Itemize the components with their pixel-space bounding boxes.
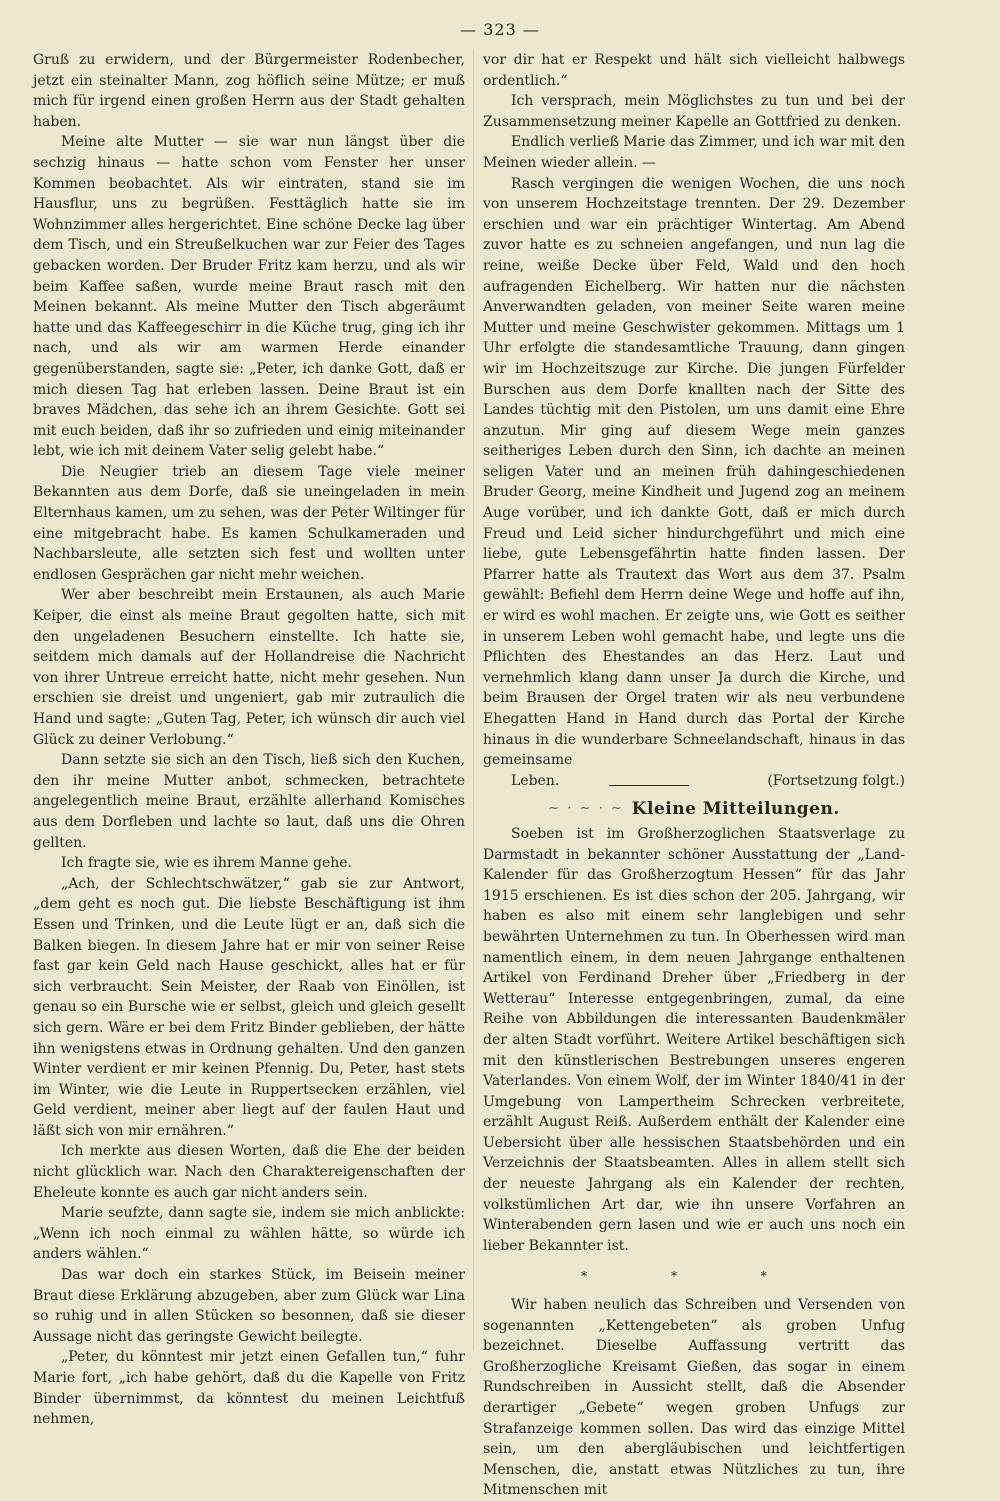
short-rule — [609, 785, 689, 786]
paragraph: Dann setzte sie sich an den Tisch, ließ sich den Kuchen, den ihr meine Mutter anbot, schmecken, betrachtete angelegentlich meine Braut, erzählte allerhand Komisches aus dem Dorfleben und lachte so laut, daß uns die Ohren gellten. — [33, 752, 465, 851]
paragraph: vor dir hat er Respekt und hält sich vielleicht halbwegs ordentlich.“ — [483, 52, 905, 89]
continuation-line — [483, 771, 905, 792]
continuation-note: (Fortsetzung folgt.) — [767, 772, 905, 789]
separator: * * * — [581, 1269, 807, 1284]
paragraph-end: Leben. — [511, 772, 560, 789]
section-heading — [483, 799, 905, 820]
page-number: — 323 — — [460, 20, 540, 39]
paragraph: „Peter, du könntest mir jetzt einen Gefallen tun,“ fuhr Marie fort, „ich habe gehört, daß du die Kapelle von Fritz Binder übernimmst, da könntest du meinen Leichtfuß nehmen, — [33, 1349, 465, 1428]
paragraph: „Ach, der Schlechtschwätzer,“ gab sie zur Antwort, „dem geht es noch gut. Die liebste Beschäftigung ist ihm Essen und Trinken, und die Leute lügt er an, daß sich die Balken biegen. In diesem Jahre hat er mir von seiner Reise fast gar kein Geld nach Hause geschickt, alles hat er für sich verbraucht. Sein Meister, der Raab von Einöllen, ist genau so ein Bursche wie er selbst, gleich und gleich gesellt sich gern. Wäre er bei dem Fritz Binder geblieben, der hätte ihn wenigstens etwas in Ordnung gehalten. Und den ganzen Winter verdient er mir keinen Pfennig. Du, Peter, hast stets im Winter, wie die Leute in Ruppertsecken erzählen, viel Geld verdient, meiner aber liegt auf der faulen Haut und läßt sich von mir ernähren.“ — [33, 875, 465, 1139]
paragraph: Endlich verließ Marie das Zimmer, und ich war mit den Meinen wieder allein. — — [483, 134, 905, 171]
right-column — [483, 50, 905, 1501]
paragraph: Gruß zu erwidern, und der Bürgermeister Rodenbecher, jetzt ein steinalter Mann, zog höflich seine Mütze; er muß mich für irgend einen großen Herrn aus der Stadt gehalten haben. — [33, 52, 465, 130]
paragraph: Soeben ist im Großherzoglichen Staatsverlage zu Darmstadt in bekannter schöner Ausstattung der „Land-Kalender für das Großherzogtum Hessen“ für das Jahr 1915 erschienen. Es ist dies schon der 205. Jahrgang, wir haben es also mit einem sehr langlebigen und sehr bewährten Unternehmen zu tun. In Oberhessen wird man namentlich einem, in dem neuen Jahrgange enthaltenen Artikel von Ferdinand Dreher über „Friedberg in der Wetterau“ Interesse entgegenbringen, zumal, da eine Reihe von Abbildungen die interessanten Baudenkmäler der alten Stadt vorführt. Weitere Artikel beschäftigen sich mit den künstlerischen Bestrebungen unseres engeren Vaterlandes. Von einem Wolf, der im Winter 1840/41 in der Umgebung von Lampertheim Schrecken verbreitete, erzählt August Reiß. Außerdem enthält der Kalender eine Uebersicht über alle hessischen Staatsbehörden und ein Verzeichnis der Staatsbeamten. Alles in allem stellt sich der neueste Jahrgang als ein Kalender der rechten, volkstümlichen Art dar, wie ihn unsere Vorfahren an Winterabenden gern lasen und wie er auch uns noch ein lieber Bekannter ist. — [483, 825, 905, 1254]
paragraph: Ich versprach, mein Möglichstes zu tun und bei der Zusammensetzung meiner Kapelle an Gottfried zu denken. — [483, 93, 905, 130]
paragraph: Rasch vergingen die wenigen Wochen, die uns noch von unserem Hochzeitstage trennten. Der 29. Dezember erschien und war ein prächtiger Wintertag. Am Abend zuvor hatte es zu schneien angefangen, und nun lag die reine, weiße Decke über Feld, Wald und den hoch aufragenden Eichelberg. Wir hatten nur die nächsten Anverwandten geladen, von meiner Seite waren meine Mutter und meine Geschwister gekommen. Mittags um 1 Uhr erfolgte die standesamtliche Trauung, dann gingen wir im Hochzeitszuge zur Kirche. Die jungen Fürfelder Burschen aus dem Dorfe knallten nach der Sitte des Landes tüchtig mit den Pistolen, um uns damit eine Ehre anzutun. Mir ging auf diesem Wege mein ganzes seitheriges Leben durch den Sinn, ich dachte an meinen seligen Vater und an meinen früh dahingeschiedenen Bruder Georg, meine Kindheit und Jugend zog an meinem Auge vorüber, und ich dankte Gott, daß er mich durch Freud und Leid sicher hindurchgeführt und mich eine liebe, gute Lebensgefährtin hatte finden lassen. Der Pfarrer hatte als Trautext das Wort aus dem 37. Psalm gewählt: Befiehl dem Herrn deine Wege und hoffe auf ihn, er wird es wohl machen. Er zeigte uns, wie Gott es seither in unserem Leben wohl gemacht habe, und legte uns die Pflichten des Ehestandes an das Herz. Laut und vernehmlich klang dann unser Ja durch die Kirche, und beim Brausen der Orgel traten wir als neu verbundene Ehegatten Hand in Hand durch das Portal der Kirche hinaus in die wunderbare Schneelandschaft, hinaus in das gemeinsame — [483, 175, 905, 769]
paragraph: Ich fragte sie, wie es ihrem Manne gehe. — [61, 855, 352, 872]
ornament-icon: ~ · ~ · ~ — [548, 801, 624, 817]
paragraph: Das war doch ein starkes Stück, im Beisein meiner Braut diese Erklärung abzugeben, aber zum Glück war Lina so ruhig und in allen Stücken so besonnen, daß sie dieser Aussage nicht das geringste Gewicht beilegte. — [33, 1267, 465, 1345]
column-divider — [473, 50, 474, 1350]
left-column — [33, 50, 465, 1430]
paragraph: Meine alte Mutter — sie war nun längst über die sechzig hinaus — hatte schon vom Fenster her unser Kommen beobachtet. Als wir eintraten, stand sie im Hausflur, uns zu begrüßen. Festtäglich hatte sie im Wohnzimmer alles hergerichtet. Eine schöne Decke lag über dem Tisch, und ein Streußelkuchen war zur Feier des Tages gebacken worden. Der Bruder Fritz kam herzu, und als wir beim Kaffee saßen, wurde meine Braut rasch mit den Meinen bekannt. Als meine Mutter den Tisch abgeräumt hatte und das Kaffeegeschirr in die Küche trug, ging ich ihr nach, und als wir am warmen Herde einander gegenüberstanden, sagte sie: „Peter, ich danke Gott, daß er mich diesen Tag hat erleben lassen. Deine Braut ist ein braves Mädchen, das sehe ich an ihrem Gesichte. Gott sei mit euch beiden, daß ihr so zufrieden und einig miteinander lebt, wie ich mit deinem Vater selig gelebt habe.“ — [33, 134, 465, 460]
paragraph: Ich merkte aus diesen Worten, daß die Ehe der beiden nicht glücklich war. Nach den Charaktereigenschaften der Eheleute konnte es auch gar nicht anders sein. — [33, 1143, 465, 1201]
section-title: Kleine Mitteilungen. — [631, 799, 840, 820]
paragraph: Die Neugier trieb an diesem Tage viele meiner Bekannten aus dem Dorfe, daß sie uneingeladen in mein Elternhaus kamen, um zu sehen, was der Peter Wiltinger für eine mitgebracht habe. Es kamen Schulkameraden und Nachbarsleute, alle setzten sich fest und wollten unter endlosen Gesprächen gar nicht mehr weichen. — [33, 463, 465, 583]
paragraph: Marie seufzte, dann sagte sie, indem sie mich anblickte: „Wenn ich noch einmal zu wählen hätte, so würde ich anders wählen.“ — [33, 1205, 465, 1263]
paragraph: Wer aber beschreibt mein Erstaunen, als auch Marie Keiper, die einst als meine Braut gegolten hatte, sich mit den ungeladenen Besuchern einstellte. Ich hatte sie, seitdem mich damals auf der Hollandreise die Nachricht von ihrer Untreue erreicht hatte, nicht mehr gesehen. Nun erschien sie dreist und ungeniert, gab mir zutraulich die Hand und sagte: „Guten Tag, Peter, ich wünsch dir auch viel Glück zu deiner Verlobung.“ — [33, 587, 465, 748]
paragraph: Wir haben neulich das Schreiben und Versenden von sogenannten „Kettengebeten“ als groben Unfug bezeichnet. Dieselbe Auffassung vertritt das Großherzogliche Kreisamt Gießen, das sogar in einem Rundschreiben in Aussicht stellt, daß die Absender derartiger „Gebete“ wegen groben Unfugs zur Strafanzeige kommen sollen. Das wird das einzige Mittel sein, um den abergläubischen und leichtfertigen Menschen, die, anstatt etwas Nützliches zu tun, ihre Mitmenschen mit — [483, 1297, 905, 1499]
